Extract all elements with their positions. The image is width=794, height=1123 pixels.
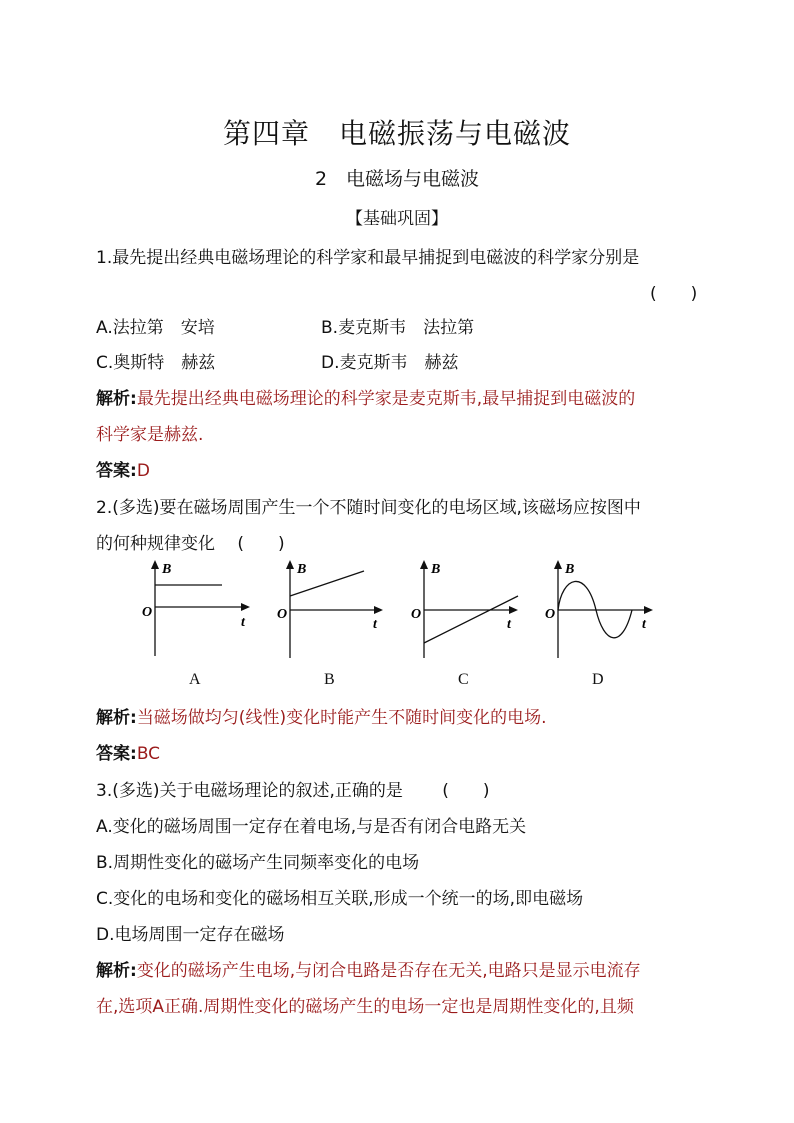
chapter-title: 第四章 电磁振荡与电磁波: [222, 117, 571, 150]
q1-option-c: C.奥斯特 赫兹: [96, 353, 216, 373]
graph-label-b: B: [324, 671, 335, 688]
q1-stem: 1.最先提出经典电磁场理论的科学家和最早捕捉到电磁波的科学家分别是: [96, 248, 640, 268]
graph-d-x-label: t: [642, 617, 646, 632]
q3-option-c: C.变化的电场和变化的磁场相互关联,形成一个统一的场,即电磁场: [96, 889, 584, 909]
q1-answer-value: D: [136, 461, 150, 481]
q3-analysis-line1: [96, 956, 641, 981]
q2-analysis: [96, 703, 546, 728]
graph-label-a: A: [189, 671, 201, 688]
q1-analysis-text: 最先提出经典电磁场理论的科学家是麦克斯韦,最早捕捉到电磁波的: [136, 389, 636, 409]
graph-a-y-label: B: [162, 562, 172, 577]
graph-d-origin: O: [545, 607, 556, 622]
q1-option-b: B.麦克斯韦 法拉第: [321, 318, 475, 338]
q3-analysis-line2: 在,选项A正确.周期性变化的磁场产生的电场一定也是周期性变化的,且频: [96, 997, 634, 1017]
graph-c-x-label: t: [507, 617, 511, 632]
q2-graphs: [0, 558, 794, 668]
graph-a-x-label: t: [241, 615, 245, 630]
graph-label-d: D: [592, 671, 604, 688]
q3-analysis-text: 变化的磁场产生电场,与闭合电路是否存在无关,电路只是显示电流存: [136, 961, 641, 981]
graph-a: [142, 560, 250, 656]
graph-c: [411, 560, 518, 658]
q1-option-d: D.麦克斯韦 赫兹: [321, 353, 459, 373]
q3-option-b: B.周期性变化的磁场产生同频率变化的电场: [96, 853, 420, 873]
q2-answer: [96, 739, 160, 764]
graph-a-origin: O: [142, 605, 153, 620]
q2-stem-line2: 的何种规律变化 ( ): [96, 534, 285, 554]
analysis-label: 解析:: [96, 708, 137, 728]
section-subtitle: 2 电磁场与电磁波: [314, 168, 480, 190]
graph-c-y-label: B: [431, 562, 441, 577]
answer-label: 答案:: [96, 744, 137, 764]
section-heading: 【基础巩固】: [346, 209, 448, 229]
q2-stem-line1: 2.(多选)要在磁场周围产生一个不随时间变化的电场区域,该磁场应按图中: [96, 498, 641, 518]
answer-label: 答案:: [96, 461, 137, 481]
q1-answer: [96, 456, 150, 481]
q1-option-a: A.法拉第 安培: [96, 318, 215, 338]
analysis-label: 解析:: [96, 961, 137, 981]
q3-option-a: A.变化的磁场周围一定存在着电场,与是否有闭合电路无关: [96, 817, 527, 837]
q3-stem: 3.(多选)关于电磁场理论的叙述,正确的是 ( ): [96, 781, 490, 801]
graph-b: [277, 560, 383, 658]
graph-b-origin: O: [277, 607, 288, 622]
graph-b-x-label: t: [373, 617, 377, 632]
q2-answer-value: BC: [136, 744, 161, 764]
graph-d: [545, 560, 653, 658]
q1-analysis-line2: 科学家是赫兹.: [96, 425, 204, 445]
graph-d-y-label: B: [565, 562, 575, 577]
graph-c-origin: O: [411, 607, 422, 622]
analysis-label: 解析:: [96, 389, 137, 409]
graph-b-y-label: B: [297, 562, 307, 577]
q1-analysis-line1: [96, 384, 635, 409]
q1-answer-paren: ( ): [650, 284, 698, 304]
graph-label-c: C: [458, 671, 469, 688]
q2-analysis-text: 当磁场做均匀(线性)变化时能产生不随时间变化的电场.: [136, 708, 547, 728]
q3-option-d: D.电场周围一定存在磁场: [96, 925, 285, 945]
